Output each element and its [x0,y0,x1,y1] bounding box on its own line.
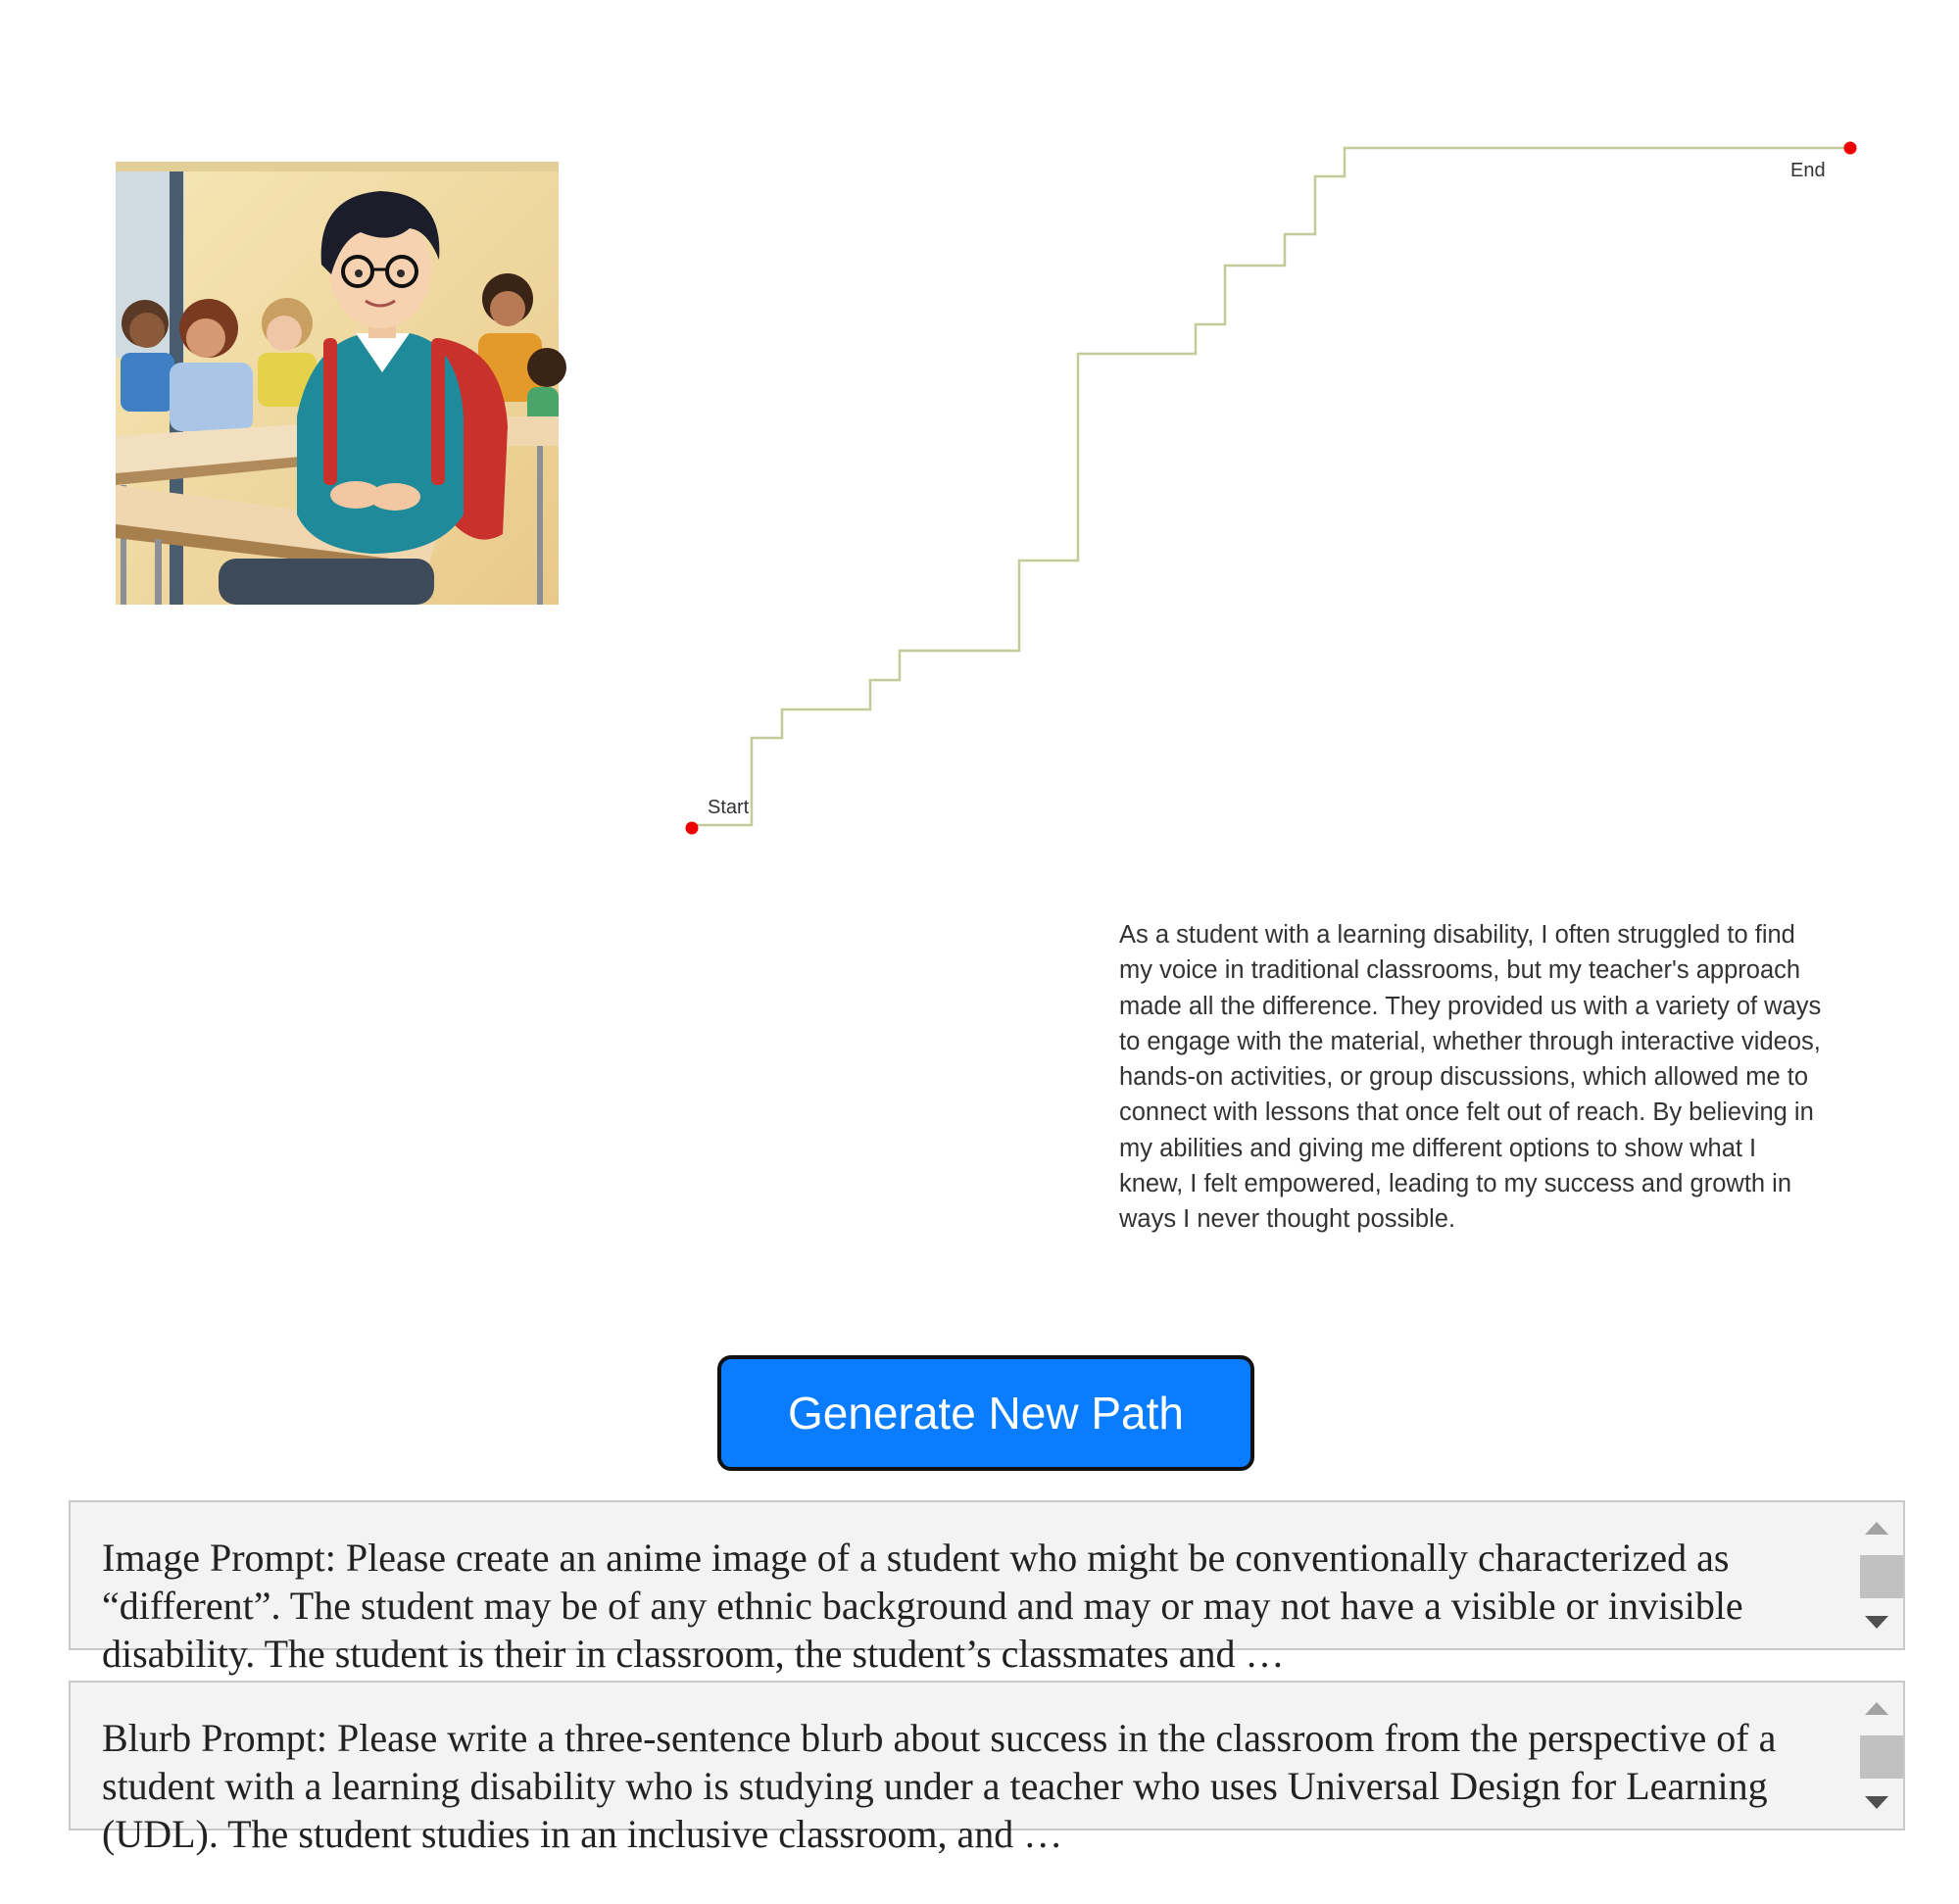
scroll-up-arrow-icon[interactable] [1865,1702,1888,1715]
end-label: End [1790,160,1826,181]
start-dot [686,822,699,835]
blurb-prompt-textarea[interactable] [69,1681,1905,1856]
scroll-up-arrow-icon[interactable] [1865,1522,1888,1535]
start-label: Start [708,797,750,818]
generate-new-path-button[interactable]: Generate New Path [717,1355,1254,1471]
blurb-prompt-text: Blurb Prompt: Please write a three-sentence blurb about success in the classroom from the perspective of a student with a learning disability who is studying under a teacher who uses Universal Design for Learning (UDL). The student studies in an inclusive classroom, and … [102,1716,1777,1856]
image-prompt-text: Image Prompt: Please create an anime image of a student who might be conventionally characterized as “different”. The student may be of any ethnic background and may or may not have a visible or invisible disability. The student is their in classroom, the student’s classmates and … [102,1536,1743,1676]
scroll-thumb[interactable] [1860,1735,1903,1779]
blurb-text: As a student with a learning disability, I often struggled to find my voice in traditional classrooms, but my teacher's approach made all the difference. They provided us with a variety of ways to engage with the material, whether through interactive videos, hands-on activities, or group discussions, which allowed me to connect with lessons that once felt out of reach. By believing in my abilities and giving me different options to show what I knew, I felt empowered, leading to my success and growth in ways I never thought possible. [1119,921,1822,1234]
end-dot [1844,142,1857,155]
image-prompt-scrollbar[interactable] [1848,1502,1903,1648]
blurb-prompt-scrollbar[interactable] [1848,1683,1903,1829]
image-prompt-textarea[interactable] [69,1500,1905,1676]
path-line [692,148,1847,825]
scroll-down-arrow-icon[interactable] [1865,1796,1888,1809]
scroll-thumb[interactable] [1860,1555,1903,1598]
path-diagram [0,0,1959,882]
scroll-down-arrow-icon[interactable] [1865,1616,1888,1629]
